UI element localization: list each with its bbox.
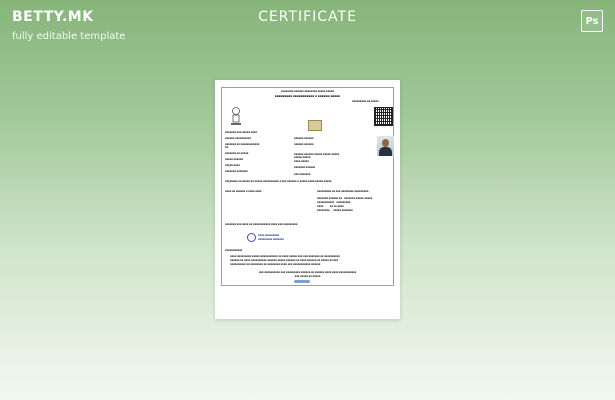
- disclaimer-line: ■■■■■■ ■■ ■■■■ ■■■■■■■■■■ ■■■■■■ ■■■■■ ■■■■■■ ■■ ■■■■ ■■■■■■ ■■ ■■■■■ ■■ ■■■: [230, 259, 339, 262]
- disclaimer-line: ■■■■■■■■■■ ■■ ■■■■■■■■ ■■ ■■■■■■■■ ■■■■ ■■■ ■■■■■■■■■■■ ■■■■■■: [230, 263, 321, 266]
- signature-line: ■■■■■■■ ■■■■■■ ■■ ■■■■■■■ ■■■■■ ■■■■■: [317, 197, 373, 200]
- seal-icon: [308, 120, 322, 131]
- logo-text: ■■■■ ■■■■■■■■■: [258, 234, 280, 237]
- date-line: ■■■■ ■■ ■■■■■■ ■ ■■■■ ■■■■: [225, 190, 262, 193]
- field-line: ■■■■■■ ■■■■■■ ■■■■■ ■■■■■ ■■■■■: [294, 153, 340, 156]
- disclaimer-heading: ■■■■■■■■■■■: [225, 249, 243, 252]
- applicant-photo: [377, 136, 394, 156]
- department-logo-icon: [247, 233, 256, 242]
- field-line: ■■■■■■■ ■■ ■■■■■: [225, 152, 249, 155]
- verification-heading: ■■■■■■■ ■■■ ■■■■ ■■ ■■■■■■■■■■■ ■■■■ ■■■ ■■■■■■■■■: [225, 223, 298, 226]
- field-line: ■■■■■ ■■■■: [225, 164, 240, 167]
- page-title: CERTIFICATE: [258, 9, 357, 25]
- field-line: ■■■■■■■ ■■■ ■■■■■ ■■■■: [225, 131, 257, 134]
- statement-line: ■■■■■■■■ ■■ ■■■■■ ■■ ■■■■■ ■■■■■■■■■■ ■ ■■■ ■■■■■■ ■ ■■■■■ ■■■■ ■■■■■ ■■■■■: [225, 180, 332, 183]
- logo-text: ■■■■■■■■■ ■■■■■■■: [258, 238, 284, 241]
- field-line: ■■■■■ ■■■■■■: [225, 158, 243, 161]
- disclaimer-line: ■■■■ ■■■■■■■■■ ■■■■■ ■■■■■■■■■■■ ■■ ■■■■ ■■■■■ ■■■ ■■■ ■■■■■■■ ■■ ■■■■■■■■■■: [230, 255, 340, 258]
- brand-logo: BETTY.MK: [12, 9, 94, 25]
- signature-line: ■■■■■■■■■■■ ■■■■■■■■■: [317, 201, 351, 204]
- disclaimer-line: ■■■ ■■■■■ ■■ ■■■■■: [294, 275, 321, 278]
- footer-logo-icon: [294, 280, 310, 283]
- disclaimer-line: ■■■ ■■■■■■■■■■ ■■■ ■■■■■■■■■ ■■■■■■ ■■ ■■■■■■ ■■■■ ■■■■ ■■■■■■■■■■■: [258, 271, 357, 274]
- field-line: ■■■■■■■ ■■ ■■■■■■■■■■■■: [225, 143, 260, 146]
- signature-line: ■■■■ ■■ ■■ ■■■■: [317, 205, 344, 208]
- certificate-border: [221, 87, 394, 286]
- field-line: ■■■■■■ ■■■■■■: [294, 143, 314, 146]
- brand-tagline: fully editable template: [12, 31, 126, 42]
- signature-heading: ■■■■■■■■■ ■■ ■■■ ■■■■■■■■ ■■■■■■■■■: [317, 190, 369, 193]
- certificate-number: ■■■■■■■■■ ■■ ■■■■■: [352, 100, 379, 103]
- certificate-preview: [215, 80, 400, 319]
- emblem-icon: [229, 106, 243, 128]
- certificate-heading: ■■■■■■■■■ ■■■■■■■■■■■ ■ ■■■■■■ ■■■■■: [274, 94, 341, 98]
- field-line: ■■■■■■ ■■■■■■■■■■: [225, 137, 251, 140]
- certificate-authority-line: ■■■■■■■■ ■■■■■■ ■■■■■■■■ ■■■■■ ■■■■■: [280, 90, 334, 93]
- field-line: ■■■■ ■■■■■: [294, 160, 309, 163]
- qr-code-icon: [375, 108, 392, 125]
- photoshop-icon: Ps: [581, 10, 603, 32]
- field-line: ■■■■■ ■■■■■: [294, 156, 311, 159]
- field-line: ■■■ ■■■■■■■: [294, 173, 311, 176]
- signature-line: ■■■■■■■■ ■■■■■ ■■■■■■■: [317, 209, 353, 212]
- field-line: ■■■■■■■ ■■■■■■: [294, 166, 316, 169]
- field-line: ■■■■■■ ■■■■■■: [294, 137, 314, 140]
- field-line: ■■: [225, 146, 229, 149]
- field-line: ■■■■■■■ ■■■■■■■: [225, 170, 248, 173]
